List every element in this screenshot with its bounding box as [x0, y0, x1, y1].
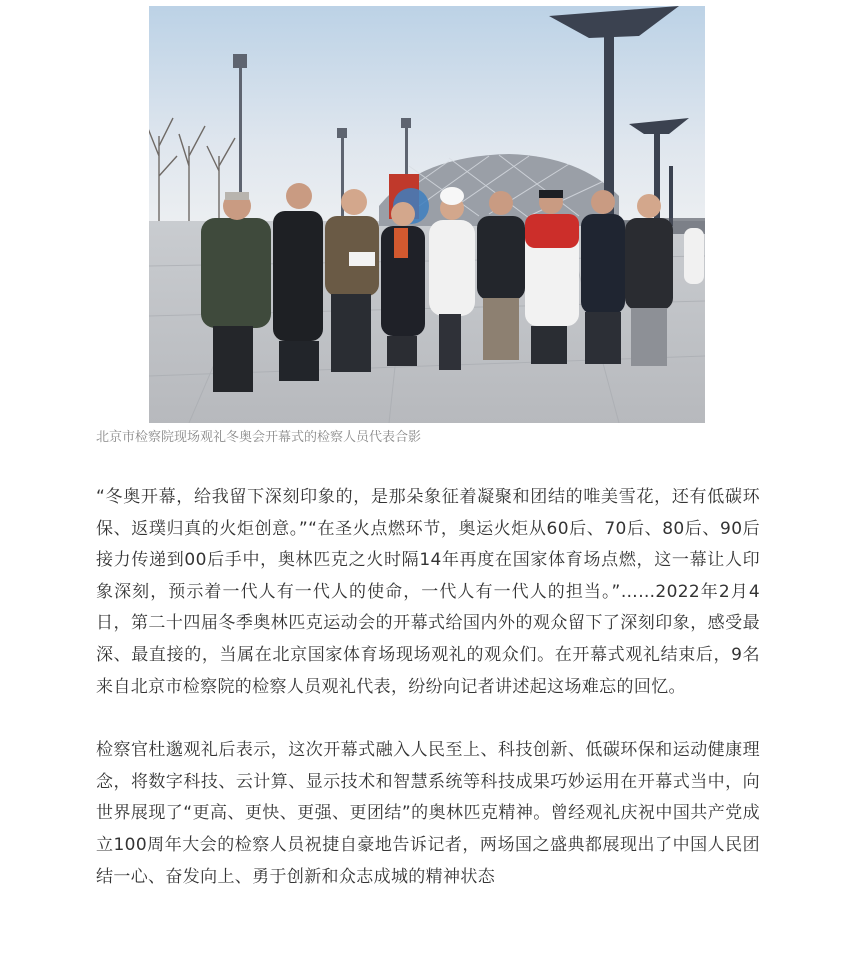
article-paragraph: 检察官杜邈观礼后表示，这次开幕式融入人民至上、科技创新、低碳环保和运动健康理念，将数字科技、云计算、显示技术和智慧系统等科技成果巧妙运用在开幕式当中，向世界展现了“更高、更快、更强、更团结”的奥林匹克精神。曾经观礼庆祝中国共产党成立100周年大会的检察人员祝捷自豪地告诉记者，两场国之盛典都展现出了中国人民团结一心、奋发向上、勇于创新和众志成城的精神状态 [96, 740, 760, 887]
photo-caption: 北京市检察院现场观礼冬奥会开幕式的检察人员代表合影 [96, 430, 422, 445]
article-body [96, 482, 760, 893]
article-paragraph: “冬奥开幕，给我留下深刻印象的，是那朵象征着凝聚和团结的唯美雪花，还有低碳环保、返璞归真的火炬创意。”“在圣火点燃环节，奥运火炬从60后、70后、80后、90后接力传递到00后手中，奥林匹克之火时隔14年再度在国家体育场点燃，这一幕让人印象深刻，预示着一代人有一代人的使命，一代人有一代人的担当。”……2022年2月4日，第二十四届冬季奥林匹克运动会的开幕式给国内外的观众留下了深刻印象，感受最深、最直接的，当属在北京国家体育场现场观礼的观众们。在开幕式观礼结束后，9名来自北京市检察院的检察人员观礼代表，纷纷向记者讲述起这场难忘的回忆。 [96, 487, 760, 697]
group-photo [149, 6, 705, 423]
